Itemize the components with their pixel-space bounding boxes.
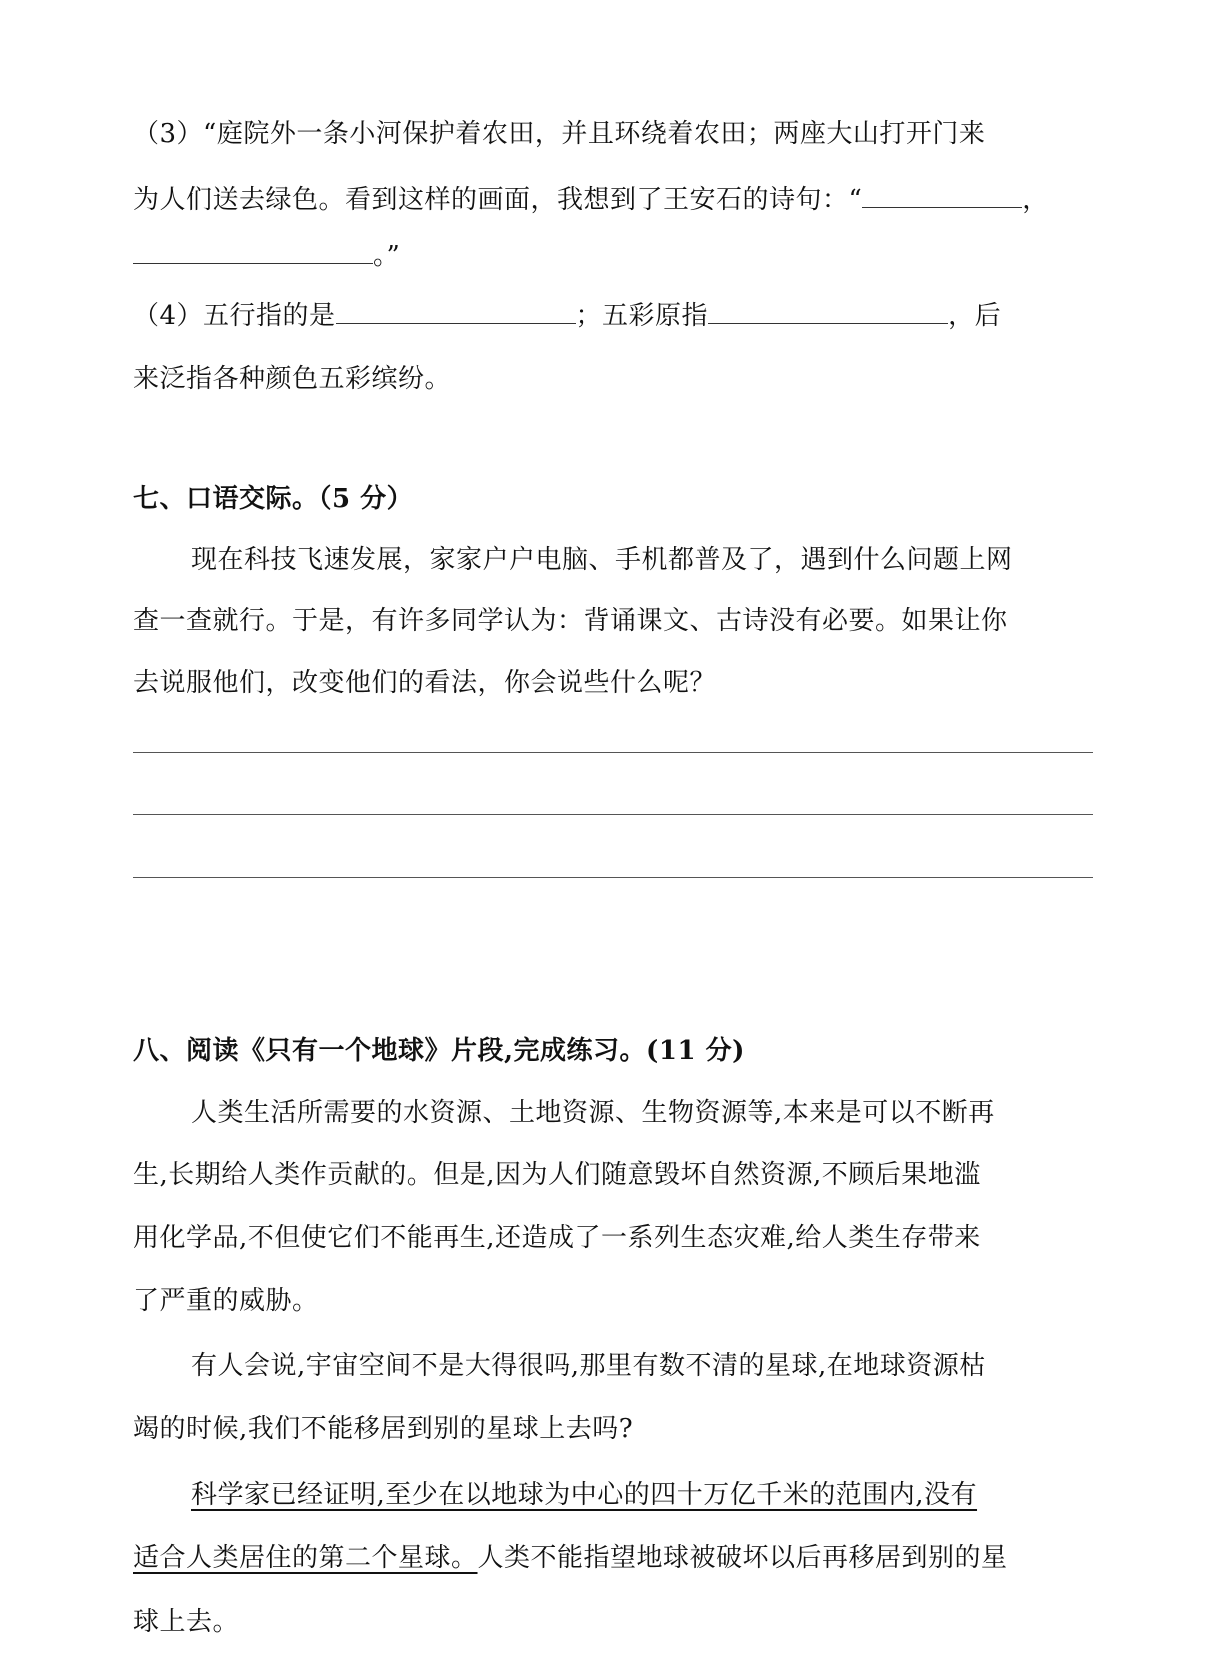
answer-line[interactable]: [133, 877, 1093, 878]
underlined-sentence: 适合人类居住的第二个星球。: [133, 1543, 478, 1573]
q3-line-3: [133, 239, 1103, 273]
q3-line-2-text: 为人们送去绿色。看到这样的画面，我想到了王安石的诗句：“: [133, 185, 863, 215]
q3-line-3-end: 。”: [373, 241, 401, 271]
answer-line[interactable]: [133, 752, 1093, 753]
answer-blank[interactable]: [133, 239, 373, 264]
q3-line-2-comma: ，: [1022, 185, 1049, 215]
answer-line[interactable]: [133, 814, 1093, 815]
q4-suffix: ，后: [948, 301, 1002, 331]
answer-blank[interactable]: [862, 183, 1022, 208]
passage-line: [133, 1541, 1103, 1575]
passage-text: 人类不能指望地球被破坏以后再移居到别的星: [477, 1543, 1008, 1573]
q4-line-1: [133, 299, 1103, 333]
q3-line-1: （3）“庭院外一条小河保护着农田，并且环绕着农田；两座大山打开门来: [133, 119, 986, 149]
passage-line: 了严重的威胁。: [133, 1286, 319, 1316]
answer-blank[interactable]: [336, 299, 576, 324]
passage-line: 生,长期给人类作贡献的。但是,因为人们随意毁坏自然资源,不顾后果地滥: [133, 1160, 981, 1190]
section-7-para-line: 查一查就行。于是，有许多同学认为：背诵课文、古诗没有必要。如果让你: [133, 606, 1008, 636]
passage-line: 有人会说,宇宙空间不是大得很吗,那里有数不清的星球,在地球资源枯: [191, 1351, 986, 1381]
q4-middle: ；五彩原指: [575, 301, 709, 331]
passage-line: 人类生活所需要的水资源、土地资源、生物资源等,本来是可以不断再: [191, 1098, 995, 1128]
passage-line: 竭的时候,我们不能移居到别的星球上去吗?: [133, 1414, 634, 1444]
passage-line: 用化学品,不但使它们不能再生,还造成了一系列生态灾难,给人类生存带来: [133, 1223, 981, 1253]
section-7-title: 七、口语交际。（5 分）: [133, 484, 414, 514]
q3-line-2: [133, 183, 1103, 217]
section-8-title: 八、阅读《只有一个地球》片段,完成练习。(11 分): [133, 1036, 745, 1066]
q4-line-2: 来泛指各种颜色五彩缤纷。: [133, 364, 452, 394]
answer-blank[interactable]: [708, 299, 948, 324]
section-7-para-line: 去说服他们，改变他们的看法，你会说些什么呢？: [133, 668, 717, 698]
q4-prefix: （4）五行指的是: [133, 301, 336, 331]
section-7-para-line: 现在科技飞速发展，家家户户电脑、手机都普及了，遇到什么问题上网: [191, 545, 1013, 575]
underlined-sentence: 科学家已经证明,至少在以地球为中心的四十万亿千米的范围内,没有: [191, 1480, 978, 1510]
passage-line: 球上去。: [133, 1607, 240, 1637]
passage-line: [133, 1478, 1103, 1512]
